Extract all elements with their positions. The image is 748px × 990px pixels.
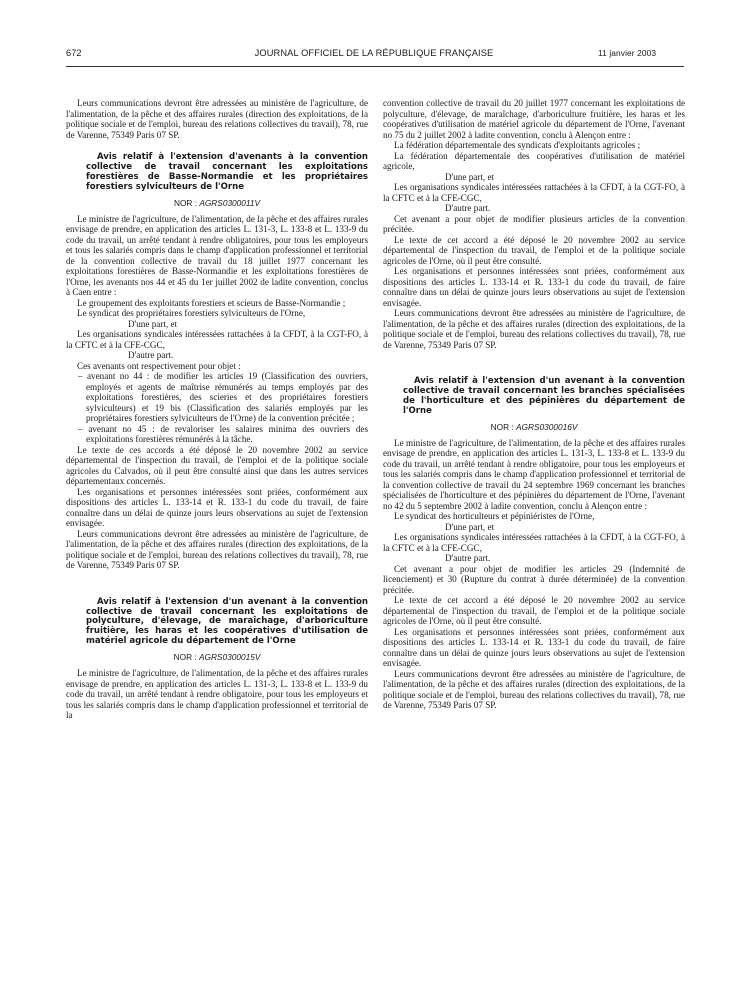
header-rule — [66, 66, 684, 67]
journal-title: JOURNAL OFFICIEL DE LA RÉPUBLIQUE FRANÇAISE — [254, 48, 494, 58]
nor-reference: NOR : AGRS0300015V — [173, 652, 261, 663]
body-paragraph: Le syndicat des horticulteurs et pépiniéristes de l'Orne, — [394, 511, 595, 522]
body-paragraph: Leurs communications devront être adressées au ministère de l'agriculture, de l'alimentation, de la pêche et des affaires rurales (direction des exploitations, de la politique sociale et de l'emploi, bureau des relations collectives du travail), 78, rue de Varenne, 75349 Paris 07 SP. — [383, 668, 685, 711]
nor-reference: NOR : AGRS0300016V — [490, 421, 578, 432]
body-paragraph: Leurs communications devront être adressées au ministère de l'agriculture, de l'alimentation, de la pêche et des affaires rurales (direction des exploitations, de la politique sociale et de l'emploi, bureau des relations collectives du travail), 78, rue de Varenne, 75349 Paris 07 SP. — [66, 528, 368, 571]
list-item: – avenant no 44 : de modifier les articles 19 (Classification des ouvriers, employés et agents de maîtrise rémunérés au temps employés par des exploitations forestières, des scieries et des propriétaires forestiers sylviculteurs) et 19 bis (Classification des salariés employés par les propriétaires forestiers sylviculteurs de l'Orne) de la convention précitée ; — [78, 371, 368, 424]
notice-title-forestry: Avis relatif à l'extension d'avenants à la convention collective de travail concernant les exploitations forestières de Basse-Normandie et les propriétaires forestiers sylviculteurs de l'Orne — [86, 152, 368, 192]
body-paragraph: Le syndicat des propriétaires forestiers sylviculteurs de l'Orne, — [77, 308, 306, 319]
party-line: D'une part, et — [445, 171, 495, 182]
notice-title-polyculture: Avis relatif à l'extension d'un avenant à la convention collective de travail concernant les exploitations de polyculture, d'élevage, de maraîchage, d'arboriculture fruitière, les haras et les coopératives d'utilisation de matériel agricole du département de l'Orne — [86, 596, 368, 647]
body-paragraph: Cet avenant a pour objet de modifier plusieurs articles de la convention précitée. — [383, 213, 685, 234]
body-paragraph: Les organisations et personnes intéressées sont priées, conformément aux dispositions des articles L. 133-14 et R. 133-1 du code du travail, de faire connaître dans un délai de quinze jours leurs observations au sujet de l'extension envisagée. — [383, 626, 685, 669]
body-paragraph: La fédération départementale des syndicats d'exploitants agricoles ; — [394, 140, 641, 150]
party-line: D'autre part. — [445, 553, 491, 564]
body-paragraph: Les organisations syndicales intéressées rattachées à la CFDT, à la CGT-FO, à la CFTC et à la CFE-CGC, — [383, 182, 685, 203]
party-line: D'autre part. — [445, 203, 491, 213]
body-paragraph: Ces avenants ont respectivement pour objet : — [77, 360, 241, 371]
body-paragraph: La fédération départementale des coopératives d'utilisation de matériel agricole, — [383, 150, 685, 171]
body-paragraph: Le ministre de l'agriculture, de l'alimentation, de la pêche et des affaires rurales envisage de prendre, en application des articles L. 131-3, L. 133-8 et L. 133-9 du code du travail, un arrêté tendant à rendre obligatoire, pour tous les employeurs et tous les salariés compris dans le champ d'application professionnel et territorial de la convention collective de travail du 24 septembre 1969 concernant les branches spécialisées de l'horticulture et des pépinières du département de l'Orne, l'avenant no 42 du 5 septembre 2002 à ladite convention, conclu à Alençon entre : — [383, 437, 685, 511]
nor-reference: NOR : AGRS0300011V — [173, 197, 261, 208]
party-line: D'une part, et — [128, 318, 178, 329]
list-item: – avenant no 45 : de revaloriser les salaires minima des ouvriers des exploitations forestières rémunérés à la tâche. — [78, 423, 368, 445]
party-line: D'autre part. — [128, 350, 174, 361]
left-column — [66, 98, 368, 721]
right-column — [383, 98, 685, 711]
body-paragraph: Leurs communications devront être adressées au ministère de l'agriculture, de l'alimentation, de la pêche et des affaires rurales (direction des exploitations, de la politique sociale et de l'emploi, bureau des relations collectives du travail), 78, rue de Varenne, 75349 Paris 07 SP. — [383, 308, 685, 350]
body-paragraph: Les organisations syndicales intéressées rattachées à la CFDT, à la CGT-FO, à la CFTC et à la CFE-CGC, — [66, 329, 368, 350]
page-number: 672 — [66, 48, 82, 58]
issue-date: 11 janvier 2003 — [598, 48, 657, 58]
body-paragraph: Cet avenant a pour objet de modifier les articles 29 (Indemnité de licenciement) et 30 (Rupture du contrat à durée déterminée) de la convention précitée. — [383, 563, 685, 595]
body-paragraph: Le texte de cet accord a été déposé le 20 novembre 2002 au service départemental de l'inspection du travail, de l'emploi et de la politique sociale agricoles de l'Orne, où il peut être consulté. — [383, 595, 685, 627]
body-paragraph: Les organisations et personnes intéressées sont priées, conformément aux dispositions des articles L. 133-14 et R. 133-1 du code du travail, de faire connaître dans un délai de quinze jours leurs observations au sujet de l'extension envisagée. — [383, 266, 685, 308]
body-paragraph: Le groupement des exploitants forestiers et scieurs de Basse-Normandie ; — [77, 297, 346, 308]
body-paragraph: Les organisations syndicales intéressées rattachées à la CFDT, à la CGT-FO, à la CFTC et à la CFE-CGC, — [383, 532, 685, 553]
body-paragraph: convention collective de travail du 20 juillet 1977 concernant les exploitations de polyculture, d'élevage, de maraîchage, d'arboriculture fruitière, les haras et les coopératives d'utilisation de matériel agricole du département de l'Orne, l'avenant no 75 du 2 juillet 2002 à ladite convention, conclu à Alençon entre : — [383, 98, 685, 140]
body-paragraph: Le texte de ces accords a été déposé le 20 novembre 2002 au service départemental de l'inspection du travail, de l'emploi et de la politique sociale agricoles du Calvados, où il peut être consulté ainsi que dans les autres services départementaux concernés. — [66, 444, 368, 487]
notice-title-horticulture: Avis relatif à l'extension d'un avenant à la convention collective de travail concernant les branches spécialisées de l'horticulture et des pépinières du département de l'Orne — [403, 376, 685, 416]
intro-paragraph: Leurs communications devront être adressées au ministère de l'agriculture, de l'alimentation, de la pêche et des affaires rurales (direction des exploitations, de la politique sociale et de l'emploi, bureau des relations collectives du travail), 78, rue de Varenne, 75349 Paris 07 SP. — [66, 98, 368, 140]
party-line: D'une part, et — [445, 521, 495, 532]
body-paragraph: Le ministre de l'agriculture, de l'alimentation, de la pêche et des affaires rurales envisage de prendre, en application des articles L. 131-3, L. 133-8 et L. 133-9 du code du travail, un arrêté tendant à rendre obligatoires, pour tous les employeurs et tous les salariés compris dans le champ d'application professionnel et territorial de la convention collective de travail du 18 juillet 1977 concernant les exploitations forestières de Basse-Normandie et les exploitations forestières de l'Orne, les avenants nos 44 et 45 du 1er juillet 2002 de ladite convention, conclus à Caen entre : — [66, 213, 368, 298]
body-paragraph: Le ministre de l'agriculture, de l'alimentation, de la pêche et des affaires rurales envisage de prendre, en application des articles L. 131-3, L. 133-8 et L. 133-9 du code du travail, un arrêté tendant à rendre obligatoire, pour tous les employeurs et tous les salariés compris dans le champ d'application professionnel et territorial de la — [66, 668, 368, 721]
body-paragraph: Le texte de cet accord a été déposé le 20 novembre 2002 au service départemental de l'inspection du travail, de l'emploi et de la politique sociale agricoles de l'Orne, où il peut être consulté. — [383, 234, 685, 266]
body-paragraph: Les organisations et personnes intéressées sont priées, conformément aux dispositions des articles L. 133-14 et R. 133-1 du code du travail, de faire connaître dans un délai de quinze jours leurs observations au sujet de l'extension envisagée. — [66, 486, 368, 529]
